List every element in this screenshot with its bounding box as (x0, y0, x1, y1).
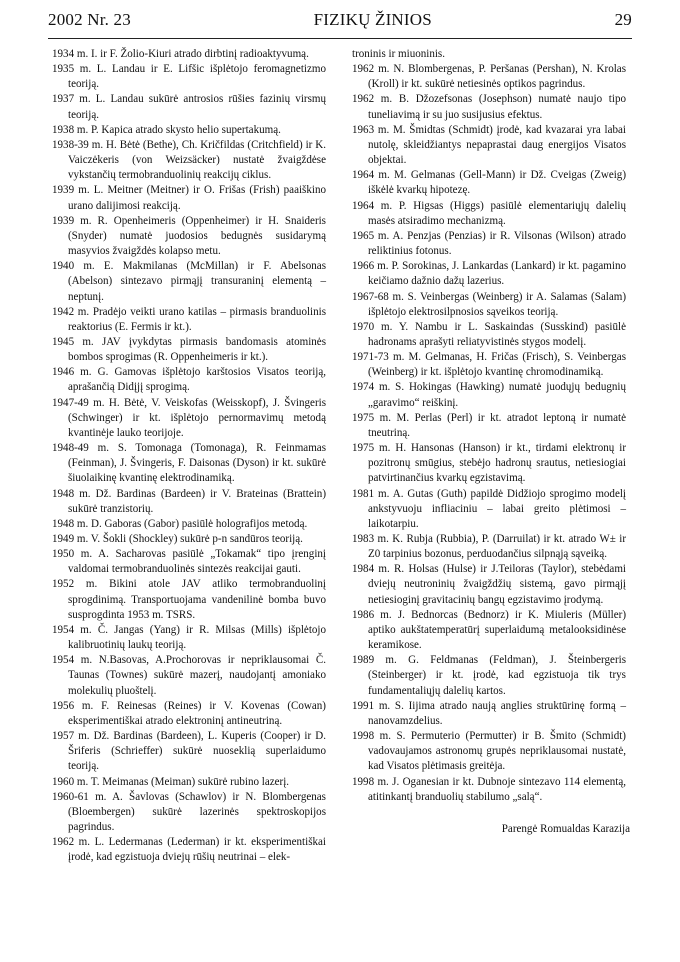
timeline-entry: 1986 m. J. Bednorcas (Bednorz) ir K. Miuleris (Müller) aptiko aukštatemperatūrį superlaidumą metalooksidinėse keramikose. (352, 608, 626, 652)
timeline-entry: 1998 m. S. Permuterio (Permutter) ir B. Šmito (Schmidt) vadovaujamos astronomų grupės nepriklausomai nustatė, kad Visatos plėtimasis greitėja. (352, 730, 626, 773)
timeline-entry: 1952 m. Bikini atole JAV atliko termobranduolinį sprogdinimą. Transportuojama vandenilinė bomba buvo susprogdinta 1953 m. TSRS. (52, 578, 326, 621)
timeline-entry: 1989 m. G. Feldmanas (Feldman), J. Šteinbergeris (Steinberger) ir kt. įrodė, kad egzistuoja tik trys fundamentaliųjų dalelių kartos. (352, 654, 626, 697)
timeline-entry: 1939 m. R. Openheimeris (Oppenheimer) ir H. Snaideris (Snyder) numatė juodosios bedugnės susidarymą masyvios žvaigždės kolapso metu. (52, 214, 326, 258)
timeline-entry: 1937 m. L. Landau sukūrė antrosios rūšies fazinių virsmų teoriją. (52, 93, 326, 121)
timeline-entry: 1966 m. P. Sorokinas, J. Lankardas (Lankard) ir kt. pagamino keičiamo dažnio dažų lazerius. (352, 260, 626, 288)
timeline-entry: 1983 m. K. Rubja (Rubbia), P. (Darruilat) ir kt. atrado W± ir Z0 tarpinius bozonus, perduodančius silpnąją sąveiką. (352, 533, 626, 561)
timeline-entry: 1965 m. A. Penzjas (Penzias) ir R. Vilsonas (Wilson) atrado reliktinius fotonus. (352, 229, 626, 258)
right-column (352, 47, 626, 805)
page-number: 29 (614, 10, 632, 29)
timeline-entry: 1947-49 m. H. Bėtė, V. Veiskofas (Weisskopf), J. Švingeris (Schwinger) ir kt. išplėtojo pernormavimų metodą kvantinėje lauko teorijoje. (52, 396, 326, 439)
timeline-entry: 1963 m. M. Šmidtas (Schmidt) įrodė, kad kvazarai yra labai nutolę, skleidžiantys nepaprastai daug energijos Visatos objektai. (352, 123, 626, 167)
timeline-entry: 1981 m. A. Gutas (Guth) papildė Didžiojo sprogimo modelį ankstyvuoju infliaciniu – labai greito plėtimosi – laikotarpiu. (352, 487, 626, 530)
timeline-entry: 1934 m. I. ir F. Žolio-Kiuri atrado dirbtinį radioaktyvumą. (52, 48, 309, 60)
timeline-entry: 1984 m. R. Holsas (Hulse) ir J.Teiloras (Taylor), stebėdami dviejų neutroninių žvaigždžių sistemą, gavo pirmąjį netiesioginį gravitacinių bangų egzistavimo įrodymą. (352, 563, 626, 606)
timeline-entry: 1991 m. S. Iijima atrado naują anglies struktūrinę formą – nanovamzdelius. (352, 699, 626, 727)
author-credit: Parengė Romualdas Karazija (501, 823, 630, 835)
journal-title: FIZIKŲ ŽINIOS (313, 10, 432, 29)
timeline-entry: 1964 m. M. Gelmanas (Gell-Mann) ir Dž. Cveigas (Zweig) iškėlė kvarkų hipotezę. (352, 169, 626, 197)
timeline-entry: 1971-73 m. M. Gelmanas, H. Fričas (Frisch), S. Veinbergas (Weinberg) ir kt. išplėtojo kvantinę chromodinamiką. (352, 351, 626, 379)
timeline-entry: 1962 m. N. Blombergenas, P. Peršanas (Pershan), N. Krolas (Kroll) ir kt. sukūrė netiesinės optikos pagrindus. (352, 63, 626, 91)
timeline-entry: 1935 m. L. Landau ir E. Lifšic išplėtojo feromagnetizmo teoriją. (52, 63, 326, 91)
timeline-entry: 1954 m. N.Basovas, A.Prochorovas ir nepriklausomai Č. Taunas (Townes) sukūrė mazerį, naudojantį amoniako molekulių pluoštelį. (52, 654, 326, 697)
timeline-entry: 1960-61 m. A. Šavlovas (Schawlov) ir N. Blombergenas (Bloembergen) sukūrė lazerinės spektroskopijos pagrindus. (52, 790, 326, 833)
timeline-entry: troninis ir miuoninis. (352, 48, 445, 60)
timeline-entry: 1948 m. D. Gaboras (Gabor) pasiūlė holografijos metodą. (52, 517, 308, 530)
timeline-entry: 1938-39 m. H. Bėtė (Bethe), Ch. Kričfildas (Critchfield) ir K. Vaiczėkeris (von Weizsäcker) nustatė žvaigždėse vykstančių termobranduolinių reakcijų ciklus. (52, 138, 326, 182)
timeline-entry: 1970 m. Y. Nambu ir L. Saskaindas (Susskind) pasiūlė hadronams aprašyti reliatyvistinės stygos modelį. (352, 320, 626, 348)
timeline-entry: 1948-49 m. S. Tomonaga (Tomonaga), R. Feinmamas (Feinman), J. Švingeris, F. Daisonas (Dyson) ir kt. sukūrė šiuolaikinę kvantinę elektrodinamiką. (52, 442, 326, 485)
timeline-entry: 1939 m. L. Meitner (Meitner) ir O. Frišas (Frish) paaiškino urano dalijimosi reakciją. (52, 184, 326, 212)
timeline-entry: 1964 m. P. Higsas (Higgs) pasiūlė elementariųjų dalelių masės atsiradimo mechanizmą. (352, 199, 626, 227)
timeline-entry: 1962 m. L. Ledermanas (Lederman) ir kt. eksperimentiškai įrodė, kad egzistuoja dviejų rūšių neutrinai – elek- (52, 836, 326, 864)
timeline-entry: 1975 m. H. Hansonas (Hanson) ir kt., tirdami elektronų ir pozitronų smūgius, stebėjo hadronų srautus, netiesiogiai patvirtinančius kvarkų egzistavimą. (352, 442, 626, 485)
header-divider (48, 38, 632, 39)
timeline-entry: 1960 m. T. Meimanas (Meiman) sukūrė rubino lazerį. (52, 775, 290, 788)
timeline-entry: 1945 m. JAV įvykdytas pirmasis bandomasis atominės bombos sprogimas (R. Oppenheimeris ir kt.). (52, 335, 326, 364)
timeline-entry: 1974 m. S. Hokingas (Hawking) numatė juodųjų bedugnių „garavimo“ reiškinį. (352, 381, 626, 409)
timeline-entry: 1950 m. A. Sacharovas pasiūlė „Tokamak“ tipo įrenginį valdomai termobranduolinės sintezės reakcijai gauti. (52, 548, 326, 576)
timeline-entry: 1942 m. Pradėjo veikti urano katilas – pirmasis branduolinis reaktorius (E. Fermis ir kt.). (52, 305, 326, 333)
timeline-entry: 1957 m. Dž. Bardinas (Bardeen), L. Kuperis (Cooper) ir D. Šriferis (Schrieffer) sukūrė nuoseklią superlaidumo teoriją. (52, 730, 326, 773)
timeline-entry: 1949 m. V. Šokli (Shockley) sukūrė p-n sandūros teoriją. (52, 533, 303, 545)
timeline-entry: 1948 m. Dž. Bardinas (Bardeen) ir V. Brateinas (Brattein) sukūrė tranzistorių. (52, 487, 326, 515)
timeline-entry: 1938 m. P. Kapica atrado skysto helio supertakumą. (52, 123, 281, 136)
timeline-entry: 1956 m. F. Reinesas (Reines) ir V. Kovenas (Cowan) eksperimentiškai atrado elektroninį antineutriną. (52, 699, 326, 727)
issue-label: 2002 Nr. 23 (48, 10, 131, 29)
timeline-entry: 1954 m. Č. Jangas (Yang) ir R. Milsas (Mills) išplėtojo kalibruotinių laukų teoriją. (52, 623, 326, 652)
timeline-entry: 1962 m. B. Džozefsonas (Josephson) numatė naujo tipo tuneliavimą ir su juo susijusius efektus. (352, 93, 626, 121)
timeline-entry: 1940 m. E. Makmilanas (McMillan) ir F. Abelsonas (Abelson) sintezavo pirmąjį transuraninį elementą – neptunį. (52, 260, 326, 303)
timeline-entry: 1967-68 m. S. Veinbergas (Weinberg) ir A. Salamas (Salam) išplėtojo elektrosilpnosios sąveikos teoriją. (352, 290, 626, 318)
timeline-entry: 1946 m. G. Gamovas išplėtojo karštosios Visatos teoriją, aprašančią Didįjį sprogimą. (52, 366, 326, 394)
timeline-entry: 1998 m. J. Oganesian ir kt. Dubnoje sintezavo 114 elementą, atitinkantį branduolių stabilumo „salą“. (352, 775, 626, 803)
page-header (48, 10, 632, 34)
timeline-entry: 1975 m. M. Perlas (Perl) ir kt. atradot leptoną ir numatė tneutriną. (352, 411, 626, 439)
left-column (52, 47, 326, 865)
